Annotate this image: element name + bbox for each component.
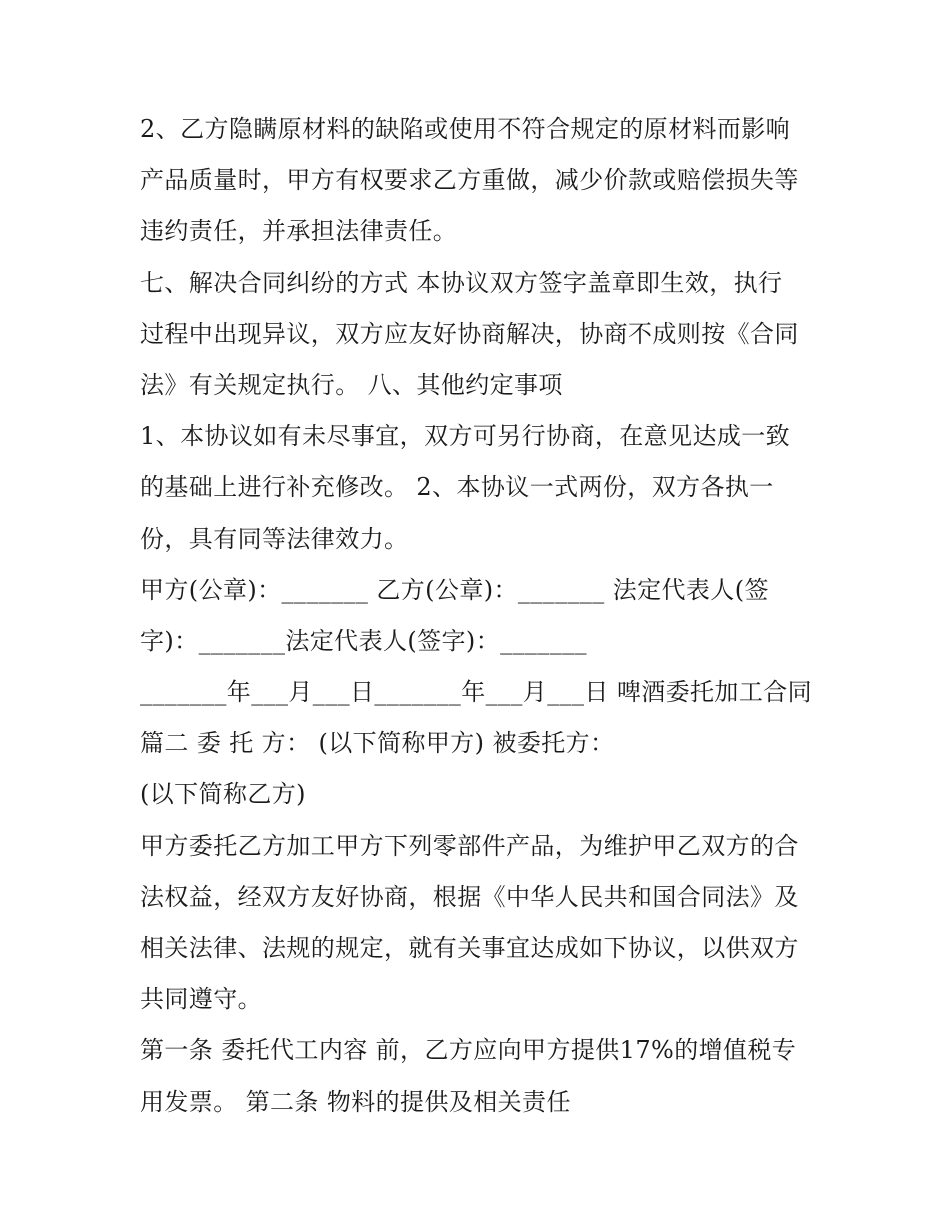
text-line: 份，具有同等法律效力。	[140, 524, 409, 553]
text-line: 2、乙方隐瞒原材料的缺陷或使用不符合规定的原材料而影响	[140, 115, 791, 143]
text-line: 第一条 委托代工内容 前，乙方应向甲方提供17%的增值税专	[140, 1036, 797, 1065]
text-line: 法》有关规定执行。 八、其他约定事项	[140, 370, 563, 399]
text-line: 篇二 委 托 方： (以下简称甲方) 被委托方：	[140, 729, 615, 758]
text-line: 甲方(公章)：_______ 乙方(公章)：_______ 法定代表人(签	[140, 575, 769, 604]
text-line: 字)：_______法定代表人(签字)：_______	[140, 626, 587, 655]
text-line: 法权益，经双方友好协商，根据《中华人民共和国合同法》及	[140, 882, 799, 911]
document-body	[140, 104, 830, 1128]
text-line: 用发票。 第二条 物料的提供及相关责任	[140, 1087, 571, 1116]
text-line: 过程中出现异议，双方应友好协商解决，协商不成则按《合同	[140, 319, 799, 348]
text-line: 共同遵守。	[140, 985, 262, 1014]
text-line: 甲方委托乙方加工甲方下列零部件产品，为维护甲乙双方的合	[140, 831, 799, 860]
text-line: 的基础上进行补充修改。 2、本协议一式两份，双方各执一	[140, 473, 774, 502]
text-line: 相关法律、法规的规定，就有关事宜达成如下协议，以供双方	[140, 934, 799, 962]
text-line: 1、本协议如有未尽事宜，双方可另行协商，在意见达成一致	[140, 422, 791, 451]
text-line: 产品质量时，甲方有权要求乙方重做，减少价款或赔偿损失等	[140, 166, 799, 195]
text-line: (以下简称乙方)	[140, 780, 306, 809]
text-line: 七、解决合同纠纷的方式 本协议双方签字盖章即生效，执行	[140, 268, 783, 297]
text-line: _______年___月___日_______年___月___日 啤酒委托加工合同	[140, 678, 813, 707]
text-line: 违约责任，并承担法律责任。	[140, 217, 458, 246]
